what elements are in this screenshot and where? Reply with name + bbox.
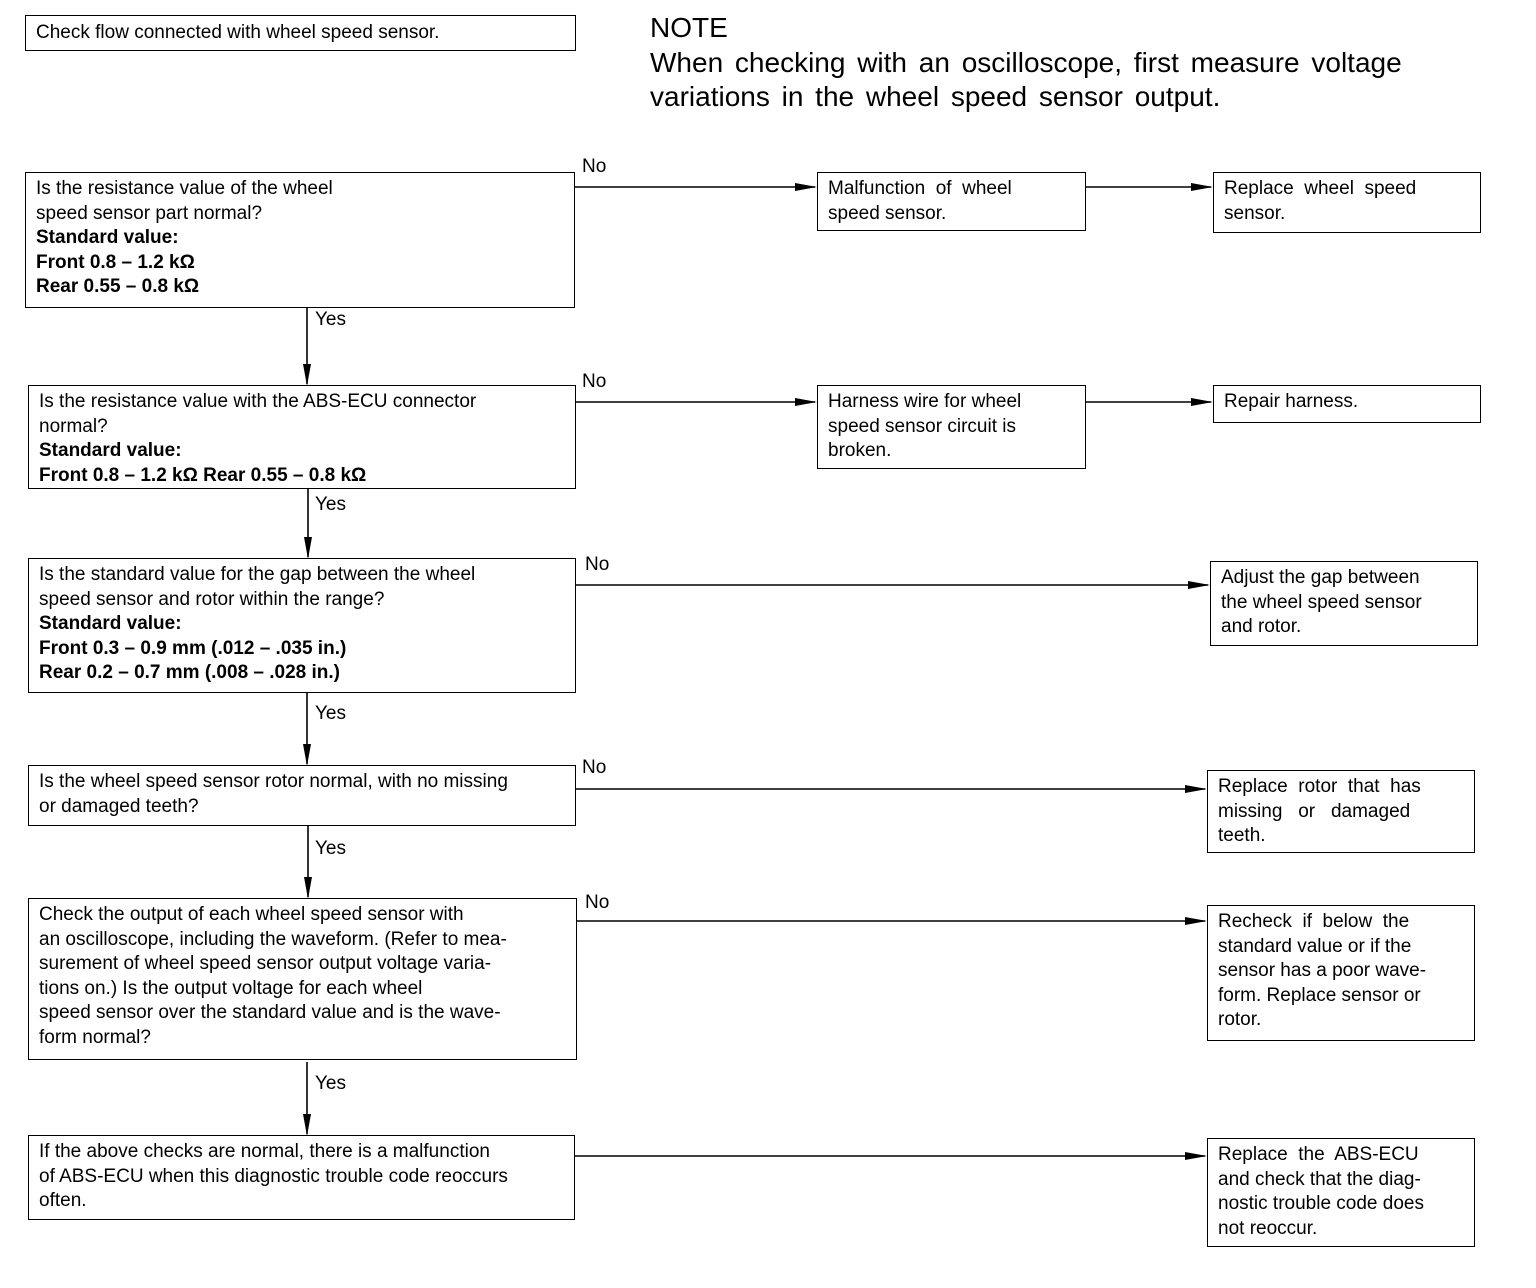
question-line: form normal? <box>39 1026 151 1048</box>
result-line: nostic trouble code does <box>1218 1193 1424 1214</box>
question-line: Front 0.3 – 0.9 mm (.012 – .035 in.) <box>39 637 347 659</box>
result-line: Adjust the gap between <box>1221 567 1420 588</box>
question-line: Rear 0.2 – 0.7 mm (.008 – .028 in.) <box>39 662 341 683</box>
result-line: standard value or if the <box>1218 935 1412 957</box>
question-line: speed sensor part normal? <box>36 202 263 224</box>
result-line: and rotor. <box>1221 616 1302 637</box>
result-line: speed sensor circuit is <box>828 415 1016 437</box>
result-line: speed sensor. <box>828 202 947 224</box>
question-line: Is the standard value for the gap between the wheel <box>39 564 476 585</box>
result-line: and check that the diag- <box>1218 1168 1421 1190</box>
result-line: the wheel speed sensor <box>1221 591 1422 613</box>
question-line: Is the wheel speed sensor rotor normal, with no missing <box>39 771 508 792</box>
question-line: surement of wheel speed sensor output voltage varia- <box>39 953 492 974</box>
yes-label: Yes <box>315 703 346 724</box>
result-line: Replace the ABS-ECU <box>1218 1144 1419 1165</box>
question-line: Standard value: <box>36 227 179 248</box>
result-line: sensor has a poor wave- <box>1218 960 1427 981</box>
flow-title: Check flow connected with wheel speed sensor. <box>36 22 440 43</box>
question-line: Check the output of each wheel speed sensor with <box>39 904 464 925</box>
question-line: speed sensor and rotor within the range? <box>39 588 385 610</box>
note-line: When checking with an oscilloscope, first measure voltage <box>650 47 1402 78</box>
result-line: sensor. <box>1224 202 1286 224</box>
result-line: Recheck if below the <box>1218 911 1410 932</box>
result-line: rotor. <box>1218 1009 1262 1030</box>
question-line: If the above checks are normal, there is a malfunction <box>39 1141 490 1162</box>
result-line: Harness wire for wheel <box>828 391 1022 412</box>
result-line: Replace wheel speed <box>1224 178 1417 199</box>
question-line: normal? <box>39 415 108 437</box>
question-line: Front 0.8 – 1.2 kΩ <box>36 251 195 273</box>
result-line: Replace rotor that has <box>1218 776 1421 797</box>
result-line: teeth. <box>1218 825 1266 846</box>
yes-label: Yes <box>315 309 346 330</box>
result-line: broken. <box>828 440 892 461</box>
result-line: Repair harness. <box>1224 391 1359 412</box>
yes-label: Yes <box>315 494 346 515</box>
yes-label: Yes <box>315 838 346 859</box>
question-line: Rear 0.55 – 0.8 kΩ <box>36 276 200 297</box>
no-label: No <box>582 371 607 392</box>
question-line: Is the resistance value of the wheel <box>36 178 333 199</box>
no-label: No <box>582 757 607 778</box>
no-label: No <box>582 156 607 177</box>
no-label: No <box>585 554 610 575</box>
result-line: not reoccur. <box>1218 1217 1318 1239</box>
result-line: missing or damaged <box>1218 800 1411 822</box>
result-line: form. Replace sensor or <box>1218 984 1421 1006</box>
question-line: of ABS-ECU when this diagnostic trouble code reoccurs <box>39 1165 508 1187</box>
question-line: speed sensor over the standard value and is the wave- <box>39 1002 501 1023</box>
note-line: variations in the wheel speed sensor output. <box>650 81 1221 112</box>
question-line: Standard value: <box>39 440 182 461</box>
no-label: No <box>585 892 610 913</box>
yes-label: Yes <box>315 1073 346 1094</box>
question-line: Is the resistance value with the ABS-ECU connector <box>39 391 477 412</box>
question-line: Standard value: <box>39 613 182 634</box>
question-line: or damaged teeth? <box>39 795 199 817</box>
question-line: Front 0.8 – 1.2 kΩ Rear 0.55 – 0.8 kΩ <box>39 464 367 486</box>
note-title: NOTE <box>650 12 728 43</box>
question-line: often. <box>39 1190 87 1211</box>
question-line: an oscilloscope, including the waveform. (Refer to mea- <box>39 928 507 950</box>
result-line: Malfunction of wheel <box>828 178 1012 199</box>
question-line: tions on.) Is the output voltage for each wheel <box>39 977 423 999</box>
